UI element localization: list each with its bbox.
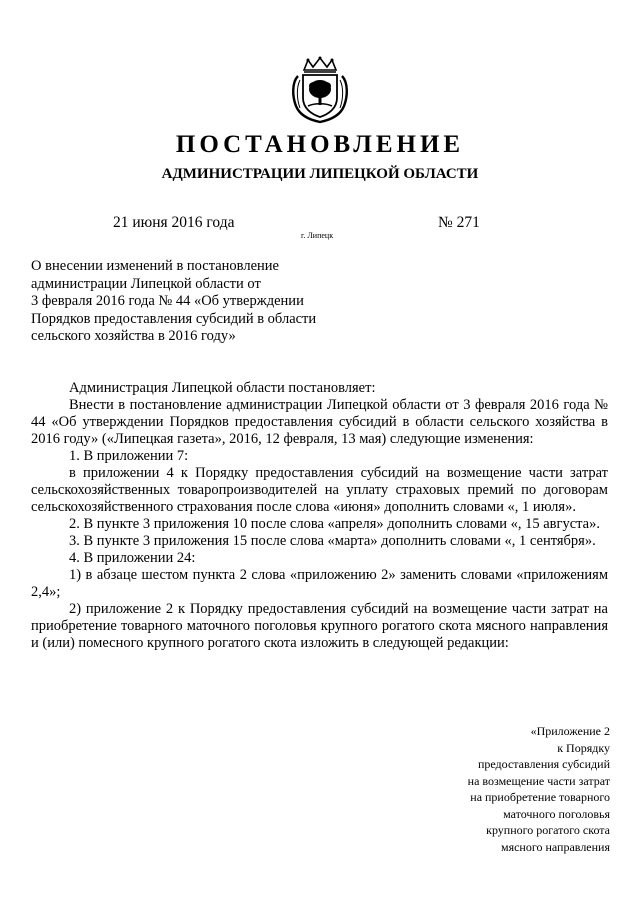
appendix-heading-line: мясного направления bbox=[500, 839, 610, 854]
appendix-heading-line: крупного рогатого скота bbox=[486, 823, 610, 837]
body-paragraph: 3. В пункте 3 приложения 15 после слова «марта» дополнить словами «, 1 сентября». bbox=[69, 533, 596, 549]
appendix-heading-line: маточного поголовья bbox=[503, 806, 610, 821]
body-paragraph: 2. В пункте 3 приложения 10 после слова «апреля» дополнить словами «, 15 августа». bbox=[69, 516, 600, 532]
appendix-heading-line: на приобретение товарного bbox=[470, 790, 610, 804]
subject-line: Порядков предоставления субсидий в области bbox=[31, 310, 317, 327]
appendix-heading bbox=[468, 723, 610, 855]
body-paragraph: Внести в постановление администрации Липецкой области от 3 февраля 2016 года № 44 «Об утверждении Порядков предоставления субсидий в области сельского хозяйства в 2016 году» («Липецкая газета», 2016, 12 февраля, 13 мая) следующие изменения: bbox=[31, 397, 608, 447]
coat-of-arms-icon bbox=[288, 56, 352, 124]
subject-line: сельского хозяйства в 2016 году» bbox=[31, 328, 236, 344]
appendix-heading-line: «Приложение 2 bbox=[530, 724, 610, 738]
document-place: г. Липецк bbox=[301, 231, 334, 240]
document-body bbox=[31, 380, 608, 652]
subject-line: администрации Липецкой области от bbox=[31, 275, 261, 292]
document-subject bbox=[31, 258, 361, 346]
appendix-heading-line: на возмещение части затрат bbox=[467, 773, 610, 788]
body-paragraph: в приложении 4 к Порядку предоставления субсидий на возмещение части затрат сельскохозяйственных товаропроизводителей на уплату страховых премий по договорам сельскохозяйственного страхования после слова «июня» дополнить словами «, 1 июля». bbox=[31, 465, 608, 515]
appendix-heading-line: к Порядку bbox=[557, 740, 610, 755]
document-type-title: ПОСТАНОВЛЕНИЕ bbox=[175, 131, 465, 158]
document-date: 21 июня 2016 года bbox=[113, 214, 235, 231]
body-paragraph: 2) приложение 2 к Порядку предоставления субсидий на возмещение части затрат на приобретение товарного маточного поголовья крупного рогатого скота мясного направления и (или) помесного крупного рогатого скота изложить в следующей редакции: bbox=[31, 601, 608, 651]
subject-line: 3 февраля 2016 года № 44 «Об утверждении bbox=[31, 293, 304, 309]
issuing-authority: АДМИНИСТРАЦИИ ЛИПЕЦКОЙ ОБЛАСТИ bbox=[161, 166, 479, 182]
appendix-heading-line: предоставления субсидий bbox=[477, 757, 610, 771]
subject-line: О внесении изменений в постановление bbox=[31, 258, 279, 274]
body-paragraph: Администрация Липецкой области постановляет: bbox=[69, 380, 376, 396]
document-number: № 271 bbox=[438, 214, 480, 231]
body-paragraph: 4. В приложении 24: bbox=[69, 550, 196, 566]
body-paragraph: 1) в абзаце шестом пункта 2 слова «приложению 2» заменить словами «приложениям 2,4»; bbox=[31, 567, 608, 600]
body-paragraph: 1. В приложении 7: bbox=[69, 448, 189, 464]
